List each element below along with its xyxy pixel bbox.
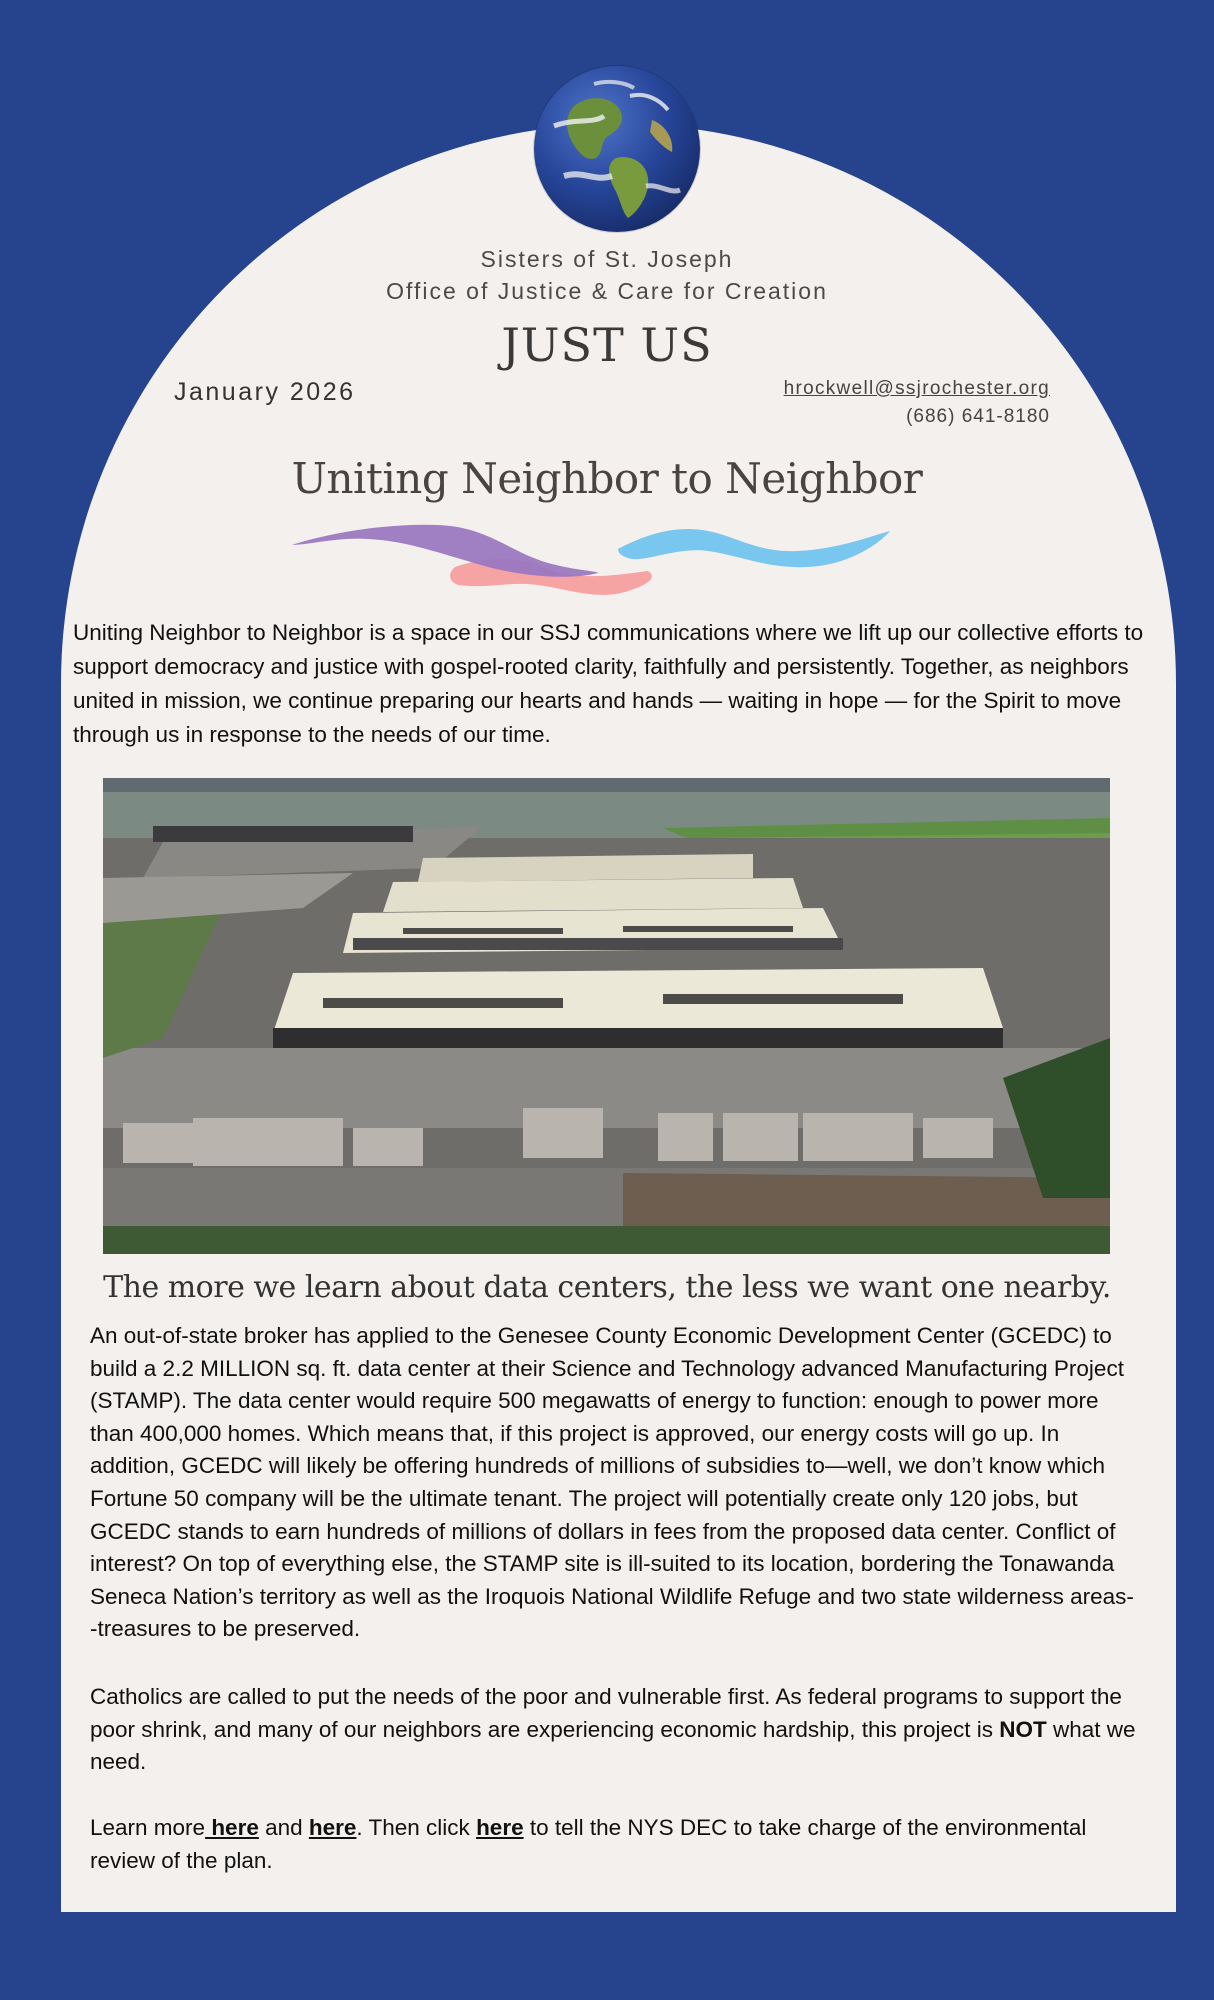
- org-name: Sisters of St. Joseph: [480, 246, 734, 272]
- paragraph-text: to tell the NYS DEC to take charge of the environmental review of the plan.: [90, 1815, 1087, 1873]
- article-headline: The more we learn about data centers, the less we want one nearby.: [103, 1270, 1111, 1305]
- wave-blue: [618, 529, 890, 567]
- section-intro: Uniting Neighbor to Neighbor is a space in our SSJ communications where we lift up our collective efforts to support democracy and justice with gospel-rooted clarity, faithfully and persistently. Together, as neighbors united in mission, we continue preparing our hearts and hands — waiting in hope — for the Spirit to move through us in response to the needs of our time.: [73, 620, 1144, 747]
- contact-email-link[interactable]: hrockwell@ssjrochester.org: [783, 378, 1050, 399]
- paragraph-text: what we need.: [90, 1716, 1136, 1775]
- section-title: Uniting Neighbor to Neighbor: [291, 454, 923, 503]
- data-center-aerial-photo: [103, 778, 1110, 1254]
- nys-dec-action-link[interactable]: here: [476, 1815, 524, 1840]
- paragraph-text: and: [258, 1815, 309, 1840]
- article-paragraph: An out-of-state broker has applied to the Genesee County Economic Development Center (GCEDC) to build a 2.2 MILLION sq. ft. data center at their Science and Technology advanced Manufacturing Project (STAMP). The data center would require 500 megawatts of energy to function: enough to power more than 400,000 homes. Which means that, if this project is approved, our energy costs will go up. In addition, GCEDC will likely be offering hundreds of millions of subsidies to—well, we don’t know which Fortune 50 company will be the ultimate tenant. The project will potentially create only 120 jobs, but GCEDC stands to earn hundreds of millions of dollars in fees from the proposed data center. Conflict of interest? On top of everything else, the STAMP site is ill-suited to its location, bordering the Tonawanda Seneca Nation’s territory as well as the Iroquois National Wildlife Refuge and two state wilderness areas--treasures to be preserved.: [90, 1323, 1134, 1642]
- contact-phone: (686) 641-8180: [906, 406, 1050, 427]
- decorative-waves: [288, 515, 898, 609]
- earth-globe-icon: [534, 66, 700, 232]
- article-paragraph-call: [90, 1681, 1140, 1779]
- article-links-paragraph: [90, 1812, 1140, 1877]
- newsletter-title: JUST US: [501, 318, 713, 372]
- office-name: Office of Justice & Care for Creation: [386, 278, 828, 304]
- paragraph-text: Catholics are called to put the needs of the poor and vulnerable first. As federal programs to support the poor shrink, and many of our neighbors are experiencing economic hardship, this project is: [90, 1684, 1122, 1742]
- learn-more-link-1[interactable]: here: [205, 1815, 259, 1840]
- paragraph-text: . Then click: [356, 1815, 477, 1840]
- wave-purple: [292, 525, 598, 577]
- learn-more-link-2[interactable]: here: [308, 1815, 357, 1840]
- paragraph-text: Learn more: [90, 1815, 206, 1840]
- emphasis-not: NOT: [999, 1716, 1047, 1742]
- issue-date: January 2026: [174, 378, 356, 406]
